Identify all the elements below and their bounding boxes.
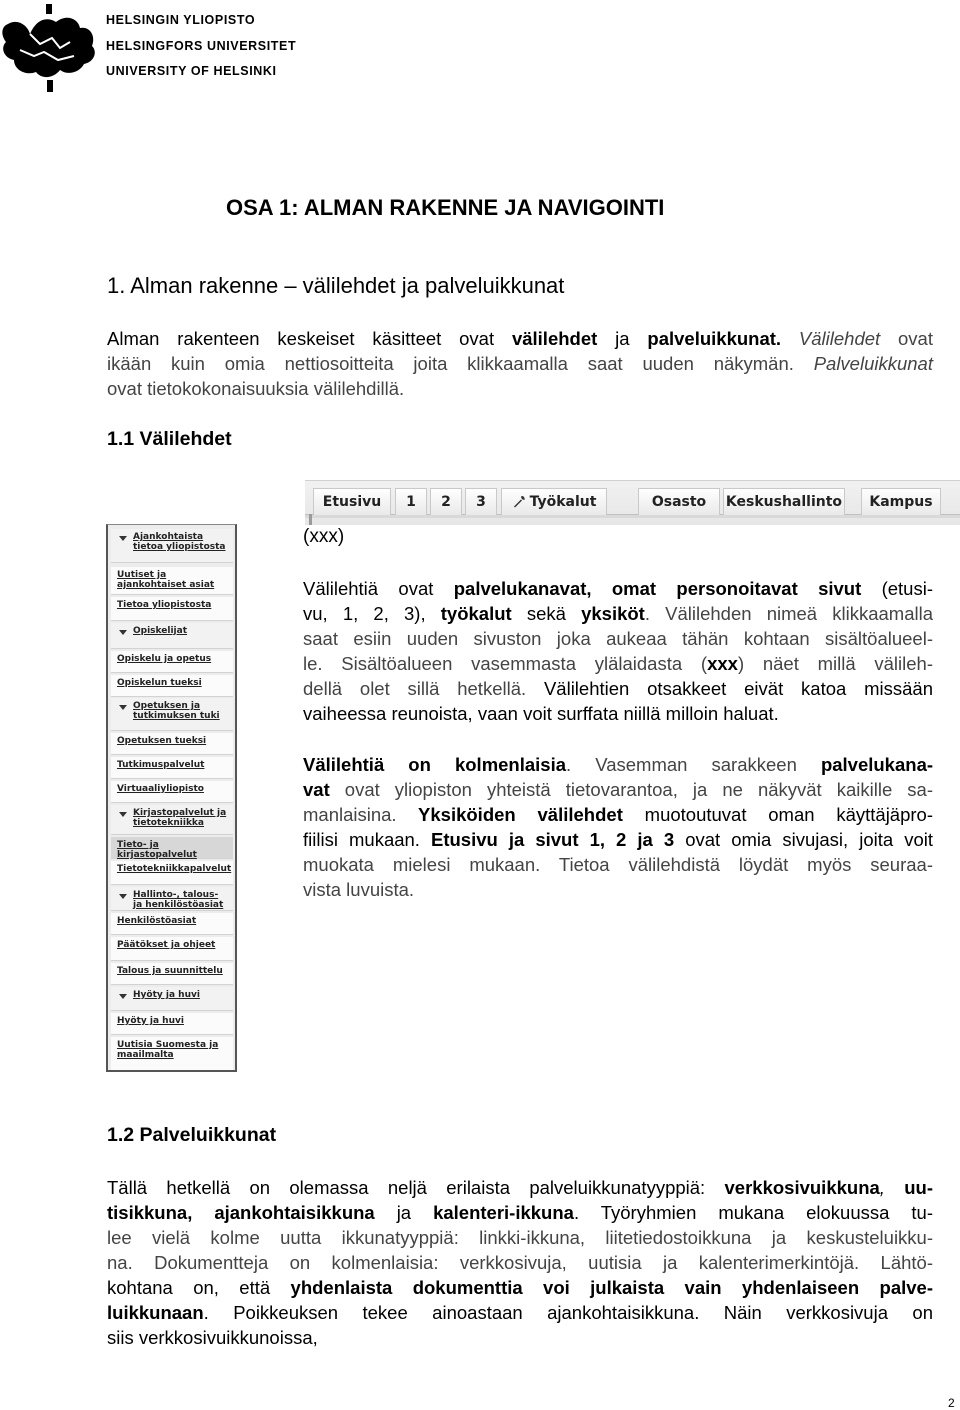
sidebar-item[interactable] [111, 567, 233, 595]
tab-2[interactable]: 2 [430, 488, 462, 515]
expand-triangle-icon [119, 812, 127, 817]
content-area-label: (xxx) [303, 526, 345, 547]
expand-triangle-icon [119, 705, 127, 710]
sidebar-item-label: Tutkimuspalvelut [117, 760, 205, 770]
tab-keskushallinto[interactable]: Keskushallinto [723, 488, 845, 515]
expand-triangle-icon [119, 536, 127, 541]
university-name-fi: HELSINGIN YLIOPISTO [106, 13, 256, 27]
intro-line-2: ikään kuin omia nettiosoitteita joita klikkaamalla saat uuden näkymän. Palveluikkunat [107, 353, 933, 374]
sidebar-item-label: Kirjastopalvelut ja tietotekniikka [133, 808, 227, 828]
university-logo [0, 0, 100, 96]
tab-kampus[interactable]: Kampus [861, 488, 941, 515]
tab-1[interactable]: 1 [395, 488, 427, 515]
sidebar-item-label: Opetuksen ja tutkimuksen tuki [133, 701, 220, 721]
sidebar-item-label: Tietoa yliopistosta [117, 600, 212, 610]
expand-triangle-icon [119, 994, 127, 999]
sidebar-item-label: Ajankohtaista tietoa yliopistosta [133, 532, 226, 552]
sidebar-group-header[interactable] [111, 887, 233, 911]
sidebar-group-header[interactable] [111, 805, 233, 835]
service-windows-paragraph [107, 1175, 933, 1350]
sidebar-item[interactable] [111, 963, 233, 985]
sidebar-group-header[interactable] [111, 987, 233, 1011]
p1-line-4: le. Sisältöalueen vasemmasta ylälaidasta (xxx) näet millä välileh- [303, 653, 933, 674]
sidebar-item-label: Tietotekniikkapalvelut [117, 864, 232, 874]
subsection-heading-1-2: 1.2 Palveluikkunat [107, 1124, 277, 1146]
sidebar-item-label: Talous ja suunnittelu [117, 966, 223, 976]
sidebar-item[interactable] [111, 1037, 233, 1071]
p3-line-4: na. Dokumentteja on kolmenlaisia: verkkosivuja, uutisia ja kalenterimerkintöjä. Lähtö- [107, 1252, 933, 1273]
wrench-icon [512, 495, 526, 509]
tabs-paragraph [303, 576, 933, 726]
page-number: 2 [948, 1396, 955, 1410]
sidebar-item-label: Opiskelun tueksi [117, 678, 202, 688]
document-title: OSA 1: ALMAN RAKENNE JA NAVIGOINTI [226, 195, 665, 220]
sidebar-item-label: Päätökset ja ohjeet [117, 940, 216, 950]
sidebar-item-label: Opetuksen tueksi [117, 736, 207, 746]
p1-line-1: Välilehtiä ovat palvelukanavat, omat personoitavat sivut (etusi- [303, 578, 933, 599]
p2-line-5: muokata mielesi mukaan. Tietoa välilehdistä löydät myös seuraa- [303, 854, 933, 875]
tab-types-paragraph [303, 752, 933, 902]
sidebar-item[interactable] [111, 675, 233, 697]
sidebar-item-label: Virtuaaliyliopisto [117, 784, 204, 794]
p1-line-6: vaiheessa reunoista, vaan voit surffata niillä milloin haluat. [303, 703, 779, 724]
p3-line-2: tisikkuna, ajankohtaisikkuna ja kalenteri-ikkuna. Työryhmien mukana elokuussa tu- [107, 1202, 933, 1223]
p2-line-3: manlaisina. Yksiköiden välilehdet muotoutuvat oman käyttäjäpro- [303, 804, 933, 825]
sidebar-item-label: Henkilöstöasiat [117, 916, 197, 926]
sidebar-item-label: Opiskelijat [133, 626, 188, 636]
tab-osasto[interactable]: Osasto [638, 488, 720, 515]
p3-line-7: siis verkkosivuikkunoissa, [107, 1327, 318, 1348]
university-name-en: UNIVERSITY OF HELSINKI [106, 64, 277, 78]
sidebar-item-label: Hallinto-, talous- ja henkilöstöasiat [133, 890, 224, 910]
p1-line-3: saat esiin uuden sivuston joka aukeaa tähän kohtaan sisältöalueel- [303, 628, 933, 649]
expand-triangle-icon [119, 630, 127, 635]
sidebar-screenshot [106, 524, 237, 1072]
sidebar-item[interactable] [111, 913, 233, 935]
subsection-heading-1-1: 1.1 Välilehdet [107, 428, 232, 450]
sidebar-item[interactable] [111, 837, 233, 859]
sidebar-item[interactable] [111, 1013, 233, 1035]
helsinki-flame-logo-icon [0, 0, 100, 96]
sidebar-group-header[interactable] [111, 698, 233, 731]
sidebar-item[interactable] [111, 781, 233, 803]
p1-line-2: vu, 1, 2, 3), työkalut sekä yksiköt. Välilehden nimeä klikkaamalla [303, 603, 933, 624]
p2-line-1: Välilehtiä on kolmenlaisia. Vasemman sarakkeen palvelukana- [303, 754, 934, 775]
p2-line-4: fiilisi mukaan. Etusivu ja sivut 1, 2 ja 3 ovat omia sivujasi, joita voit [303, 829, 933, 850]
p2-line-6: vista luvuista. [303, 879, 415, 900]
p3-line-5: kohtana on, että yhdenlaista dokumenttia voi julkaista vain yhdenlaiseen palve- [107, 1277, 933, 1298]
tab-tyokalut-label: Työkalut [529, 494, 597, 510]
sidebar-item[interactable] [111, 733, 233, 755]
p1-line-5: dellä olet sillä hetkellä. Välilehtien otsakkeet eivät katoa missään [303, 678, 933, 699]
sidebar-item-label: Hyöty ja huvi [133, 990, 200, 1000]
sidebar-item-label: Opiskelu ja opetus [117, 654, 212, 664]
sidebar-item[interactable] [111, 651, 233, 673]
tab-tyokalut[interactable] [501, 488, 607, 515]
tabbar-screenshot [305, 480, 960, 525]
intro-paragraph [107, 326, 933, 401]
p3-line-1: Tällä hetkellä on olemassa neljä erilaista palveluikkunatyyppiä: verkkosivuikkuna, uu- [107, 1177, 933, 1198]
sidebar-item-label: Hyöty ja huvi [117, 1016, 184, 1026]
sidebar-item-label: Uutiset ja ajankohtaiset asiat [117, 570, 215, 590]
p2-line-2: vat ovat yliopiston yhteistä tietovarantoa, ja ne näkyvät kaikille sa- [303, 779, 933, 800]
tab-3[interactable]: 3 [465, 488, 497, 515]
p3-line-3: lee vielä kolme uutta ikkunatyyppiä: linkki-ikkuna, liitetiedostoikkuna ja keskusteluikku- [107, 1227, 933, 1248]
section-heading: 1. Alman rakenne – välilehdet ja palveluikkunat [107, 273, 565, 298]
intro-line-3: ovat tietokokonaisuuksia välilehdillä. [107, 378, 405, 399]
intro-line-1: Alman rakenteen keskeiset käsitteet ovat välilehdet ja palveluikkunat. Välilehdet ovat [107, 328, 933, 349]
sidebar-item[interactable] [111, 757, 233, 779]
sidebar-item[interactable] [111, 861, 233, 885]
university-name-sv: HELSINGFORS UNIVERSITET [106, 39, 297, 53]
sidebar-item[interactable] [111, 937, 233, 961]
sidebar-item[interactable] [111, 597, 233, 621]
tab-etusivu[interactable]: Etusivu [313, 488, 391, 515]
sidebar-item-label: Tieto- ja kirjastopalvelut [117, 840, 197, 860]
sidebar-group-header[interactable] [111, 623, 233, 649]
sidebar-item-label: Uutisia Suomesta ja maailmalta [117, 1040, 219, 1060]
expand-triangle-icon [119, 894, 127, 899]
p3-line-6: luikkunaan. Poikkeuksen tekee ainoastaan ajankohtaisikkuna. Näin verkkosivuja on [107, 1302, 933, 1323]
sidebar-group-header[interactable] [111, 529, 233, 563]
